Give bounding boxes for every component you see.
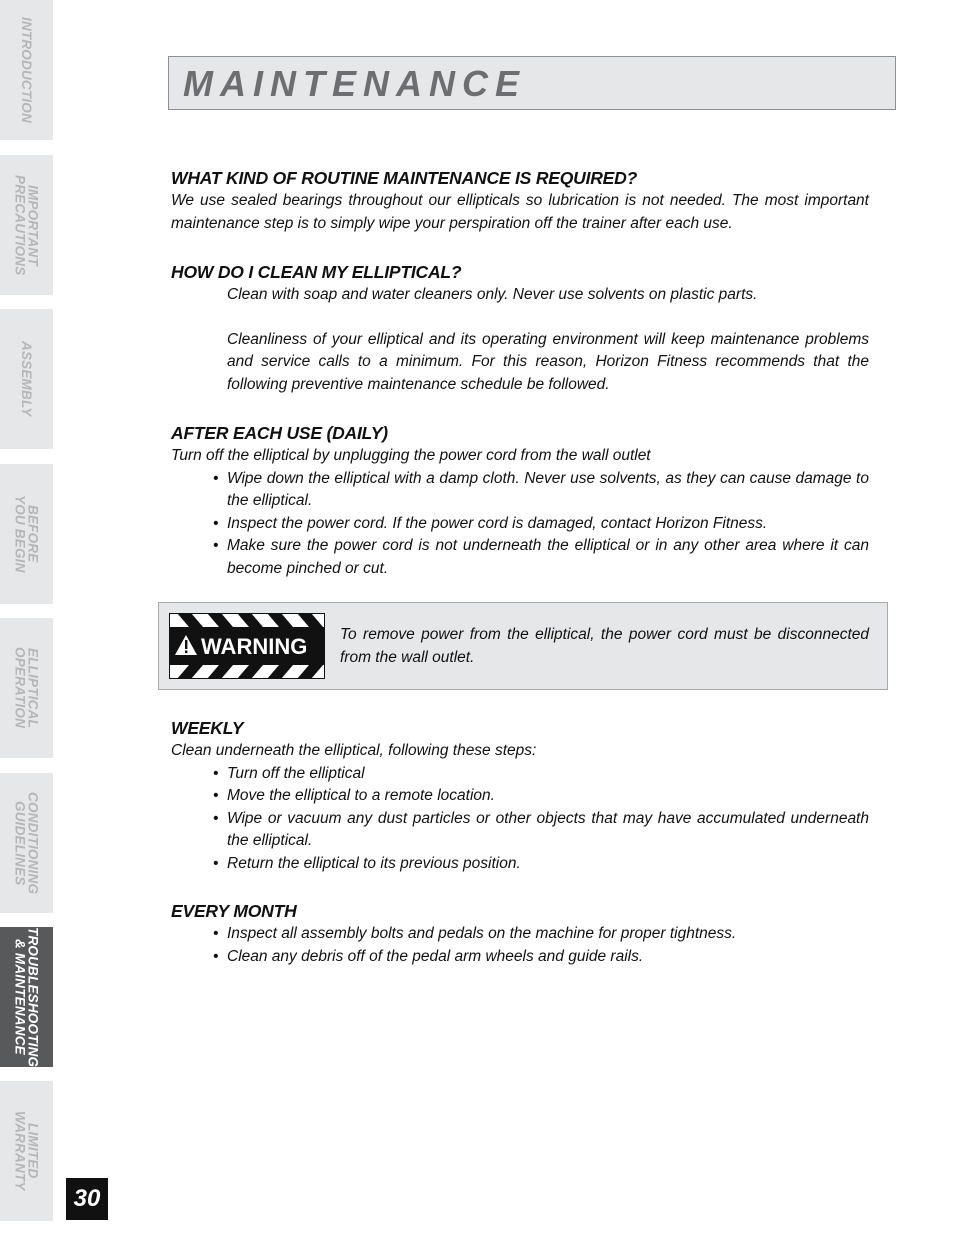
side-tab-label: ELLIPTICAL OPERATION	[12, 647, 41, 729]
side-tab-introduction[interactable]	[0, 0, 53, 140]
side-tab-label: TROUBLESHOOTING & MAINTENANCE	[12, 926, 41, 1068]
section-cleaning	[171, 261, 869, 396]
side-tab-assembly[interactable]	[0, 309, 53, 449]
list-item: • Inspect all assembly bolts and pedals on the machine for proper tightness.	[213, 923, 869, 946]
page-title: MAINTENANCE	[183, 63, 526, 104]
side-tab-conditioning-guidelines[interactable]	[0, 773, 53, 913]
section-heading: AFTER EACH USE (DAILY)	[171, 423, 388, 443]
side-tab-label: BEFORE YOU BEGIN	[12, 495, 41, 573]
bullet-list	[171, 923, 869, 968]
list-item: • Wipe down the elliptical with a damp cloth. Never use solvents, as they can cause damage to the elliptical.	[213, 468, 869, 513]
bullet-list	[171, 468, 869, 581]
section-paragraph: Clean with soap and water cleaners only. Never use solvents on plastic parts.	[227, 286, 758, 303]
list-item: • Return the elliptical to its previous position.	[213, 853, 869, 876]
section-paragraph: Cleanliness of your elliptical and its operating environment will keep maintenance problems and service calls to a minimum. For this reason, Horizon Fitness recommends that the following preventive maintenance schedule be followed.	[227, 330, 869, 393]
section-intro: Clean underneath the elliptical, following these steps:	[171, 742, 537, 759]
side-tab-label: CONDITIONING GUIDELINES	[12, 791, 41, 895]
section-heading: HOW DO I CLEAN MY ELLIPTICAL?	[171, 262, 462, 282]
section-daily	[171, 422, 869, 580]
side-tab-label: IMPORTANT PRECAUTIONS	[12, 174, 41, 276]
section-routine	[171, 167, 869, 235]
section-heading: EVERY MONTH	[171, 901, 297, 921]
side-tab-before-you-begin[interactable]	[0, 464, 53, 604]
list-item: • Make sure the power cord is not underneath the elliptical or in any other area where it can become pinched or cut.	[213, 535, 869, 580]
list-item: • Wipe or vacuum any dust particles or other objects that may have accumulated underneath the elliptical.	[213, 808, 869, 853]
section-heading: WEEKLY	[171, 718, 244, 738]
warning-sign-icon	[169, 613, 325, 679]
list-item: • Inspect the power cord. If the power cord is damaged, contact Horizon Fitness.	[213, 513, 869, 536]
side-tab-important-precautions[interactable]	[0, 155, 53, 295]
warning-label: WARNING	[201, 634, 308, 659]
section-monthly	[171, 900, 869, 968]
list-item: • Turn off the elliptical	[213, 763, 869, 786]
side-tab-label: ASSEMBLY	[19, 341, 34, 417]
section-heading: WHAT KIND OF ROUTINE MAINTENANCE IS REQUIRED?	[171, 168, 638, 188]
warning-callout	[158, 602, 888, 690]
list-item: • Clean any debris off of the pedal arm wheels and guide rails.	[213, 946, 869, 969]
side-tab-troubleshooting-maintenance[interactable]	[0, 927, 53, 1067]
side-tab-elliptical-operation[interactable]	[0, 618, 53, 758]
section-body: We use sealed bearings throughout our ellipticals so lubrication is not needed. The most important maintenance step is to simply wipe your perspiration off the trainer after each use.	[171, 192, 869, 232]
side-tab-limited-warranty[interactable]	[0, 1081, 53, 1221]
page-title-box	[168, 56, 896, 110]
section-intro: Turn off the elliptical by unplugging the power cord from the wall outlet	[171, 447, 651, 464]
warning-text: To remove power from the elliptical, the power cord must be disconnected from the wall outlet.	[340, 626, 869, 666]
side-tab-label: LIMITED WARRANTY	[12, 1111, 41, 1191]
list-item: • Move the elliptical to a remote location.	[213, 785, 869, 808]
side-tab-label: INTRODUCTION	[19, 17, 34, 123]
bullet-list	[171, 763, 869, 876]
section-weekly	[171, 717, 869, 875]
page-number: 30	[66, 1178, 108, 1220]
